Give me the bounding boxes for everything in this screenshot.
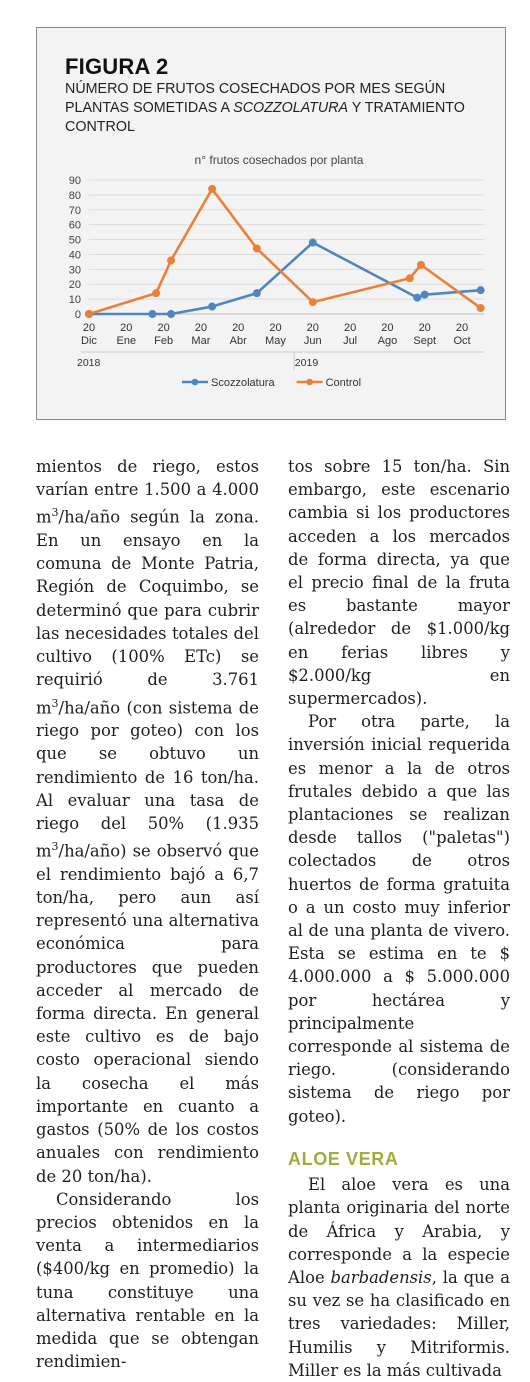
superscript: 3 (51, 840, 59, 854)
line-chart (37, 152, 507, 420)
legend-marker (306, 379, 313, 386)
text-span: , la que a su vez se ha clasificado en tres variedades: Miller, Humilis y Mitriformis. Miller es la más cultivada (288, 1267, 511, 1380)
x-axis-tick-labels (81, 322, 471, 347)
data-point (253, 244, 261, 252)
section-heading: ALOE VERA (288, 1148, 399, 1169)
x-tick-label: 20 (269, 322, 282, 334)
x-tick-label: Sept (413, 335, 437, 347)
data-point (406, 274, 414, 282)
data-point (309, 298, 317, 306)
x-tick-label: 20 (82, 322, 96, 334)
x-tick-label: Dic (81, 335, 97, 347)
figure-subtitle-end: Y TRATAMIENTO CONTROL (65, 100, 465, 135)
x-tick-label: Abr (229, 335, 247, 347)
legend-marker (192, 379, 199, 386)
data-point (167, 310, 175, 318)
x-tick-label: 20 (343, 322, 357, 334)
chart-series (85, 185, 485, 318)
paragraph: Por otra parte, la inversión inicial requerida es menor a la de otros frutales debido a que las plantaciones se realizan desde tallos ("paletas") colectados de otros huertos de forma gratuita o a un costo muy inferior al de una planta de vivero. Esta se estima en te $ 4.000.000 a $ 5.000.000 por hectárea y principalmente corresponde al sistema de riego. (considerando sistema de riego por goteo). (288, 712, 510, 1126)
text-span: /ha/año (con sistema de riego por goteo) con los que se obtuvo un rendimiento de 16 ton/ha. Al evaluar una tasa de riego del 50% (1.935 m (36, 697, 259, 861)
data-point (148, 310, 156, 318)
text-span: /ha/año según la zona. En un ensayo en la comuna de Monte Patria, Región de Coquimbo, se determinó que para cubrir las necesidades totales del cultivo (100% ETc) se requirió de 3.761 m (36, 507, 259, 717)
data-point (152, 289, 160, 297)
x-tick-label: 20 (455, 322, 469, 334)
x-tick-label: 20 (120, 322, 133, 334)
x-tick-label: 20 (381, 322, 394, 334)
italic-text: barbadensis (330, 1267, 432, 1287)
text-span: mientos de riego, estos varían entre 1.500 a 4.000 m (36, 457, 259, 527)
data-point (421, 291, 429, 299)
chart-legend (182, 377, 361, 389)
series-line (89, 243, 481, 314)
data-point (309, 239, 317, 247)
text-span: El aloe vera es una planta originaria del norte de África y Arabia, y corresponde a la especie Aloe (288, 1175, 510, 1287)
text-column-left (36, 455, 259, 1373)
data-point (417, 261, 425, 269)
x-tick-label: Jun (303, 335, 322, 347)
x-tick-label: 20 (306, 322, 319, 334)
y-tick-label: 80 (68, 189, 81, 202)
year-label: 2018 (77, 357, 101, 369)
chart-title: n° frutos cosechados por planta (194, 153, 364, 167)
year-label: 2019 (294, 357, 319, 369)
figure-panel (36, 27, 506, 420)
x-tick-label: 20 (232, 322, 245, 334)
y-tick-label: 50 (68, 234, 81, 247)
y-axis-tick-labels (69, 175, 81, 321)
text-column-right (288, 455, 510, 1382)
y-tick-label: 60 (68, 219, 81, 232)
figure-subtitle (65, 80, 485, 137)
data-point (477, 286, 485, 294)
paragraph (288, 1173, 510, 1382)
figure-subtitle-text: NÚMERO DE FRUTOS COSECHADOS POR MES SEGÚN PLANTAS SOMETIDAS A (65, 81, 446, 116)
x-axis-year-labels (77, 352, 484, 370)
data-point (167, 256, 175, 264)
y-tick-label: 10 (68, 294, 81, 307)
data-point (85, 310, 93, 318)
paragraph (36, 455, 259, 1188)
figure-title: FIGURA 2 (65, 54, 169, 79)
x-tick-label: 20 (418, 322, 431, 334)
data-point (477, 304, 485, 312)
x-tick-label: Oct (453, 335, 471, 347)
paragraph: tos sobre 15 ton/ha. Sin embargo, este escenario cambia si los productores acceden a los mercados de forma directa, ya que el precio final de la fruta es bastante mayor (alrededor de $1.000/kg en ferias libres y $2.000/kg en supermercados). (288, 457, 510, 709)
data-point (208, 185, 216, 193)
x-tick-label: Feb (154, 335, 174, 347)
x-tick-label: Ago (377, 335, 398, 347)
y-tick-label: 90 (68, 175, 81, 187)
x-tick-label: Jul (343, 335, 358, 347)
x-tick-label: Mar (191, 335, 211, 347)
chart-svg (37, 152, 507, 420)
figure-subtitle-italic: SCOZZOLATURA (233, 100, 349, 116)
data-point (208, 303, 216, 311)
data-point (413, 294, 421, 302)
y-tick-label: 70 (68, 204, 81, 217)
y-tick-label: 40 (68, 249, 81, 262)
x-tick-label: Ene (116, 335, 137, 347)
legend-label: Control (325, 377, 362, 389)
y-tick-label: 30 (68, 264, 81, 277)
superscript: 3 (51, 506, 59, 520)
x-tick-label: 20 (157, 322, 170, 334)
x-tick-label: May (265, 335, 286, 347)
legend-label: Scozzolatura (211, 377, 275, 389)
x-tick-label: 20 (194, 322, 208, 334)
y-tick-label: 0 (74, 309, 81, 321)
paragraph: Considerando los precios obtenidos en la venta a intermediarios ($400/kg en promedio) la tuna constituye una alternativa rentable en la medida que se obtengan rendimien- (36, 1189, 259, 1372)
text-span: /ha/año) se observó que el rendimiento bajó a 6,7 ton/ha, pero aun así representó una alternativa económica para productores que pueden acceder al mercado de forma directa. En general este cultivo es de bajo costo operacional siendo la cosecha el más importante en cuanto a gastos (50% de los costos anuales con rendimiento de 20 ton/ha). (36, 841, 259, 1186)
data-point (253, 289, 261, 297)
y-tick-label: 20 (68, 279, 81, 292)
superscript: 3 (51, 696, 59, 710)
